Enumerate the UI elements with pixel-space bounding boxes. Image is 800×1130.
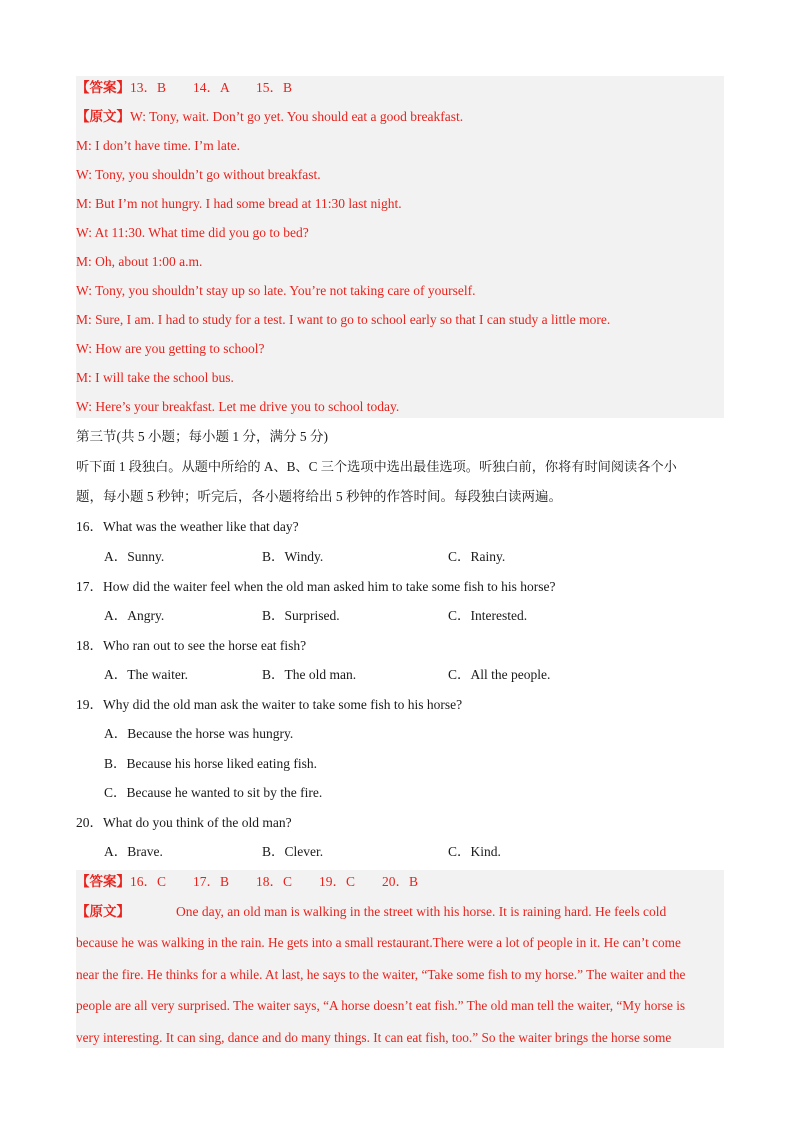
option-b: B．Surprised. xyxy=(262,608,340,623)
option-a: A．Brave. xyxy=(104,844,163,859)
transcript-line: M: Oh, about 1:00 a.m. xyxy=(76,254,203,269)
transcript-line: M: Sure, I am. I had to study for a test. I want to go to school early so that I can study a little more. xyxy=(76,312,611,327)
option-a: A．The waiter. xyxy=(104,667,188,682)
answer-tag: 【答案】 xyxy=(76,80,130,95)
transcript-line: W: How are you getting to school? xyxy=(76,341,265,356)
instructions-line: 题，每小题 5 秒钟；听完后，各小题将给出 5 秒钟的作答时间。每段独白读两遍。 xyxy=(76,489,562,504)
answer-tag: 【答案】 xyxy=(76,874,130,889)
transcript-line: people are all very surprised. The waiter says, “A horse doesn’t eat fish.” The old man tell the waiter, “My horse is xyxy=(76,998,686,1013)
answer-line-16-20 xyxy=(76,873,418,891)
section-heading: 第三节(共 5 小题；每小题 1 分，满分 5 分) xyxy=(76,429,328,444)
transcript-line: because he was walking in the rain. He gets into a small restaurant.There were a lot of people in it. He can’t come xyxy=(76,935,681,950)
transcript-line: very interesting. It can sing, dance and do many things. It can eat fish, too.” So the waiter brings the horse some xyxy=(76,1030,672,1045)
option-c: C．Interested. xyxy=(448,608,528,623)
transcript-line: near the fire. He thinks for a while. At last, he says to the waiter, “Take some fish to my horse.” The waiter and the xyxy=(76,967,686,982)
answer-text: 13．B 14．A 15．B xyxy=(130,80,293,95)
instructions-line: 听下面 1 段独白。从题中所给的 A、B、C 三个选项中选出最佳选项。听独白前，你将有时间阅读各个小 xyxy=(76,459,677,474)
transcript-line: M: But I’m not hungry. I had some bread at 11:30 last night. xyxy=(76,196,402,211)
transcript-line: 【原文】W: Tony, wait. Don’t go yet. You should eat a good breakfast. xyxy=(76,109,464,124)
question-20: 20．What do you think of the old man? xyxy=(76,815,292,830)
option-a: A．Sunny. xyxy=(104,549,165,564)
option-c: C．All the people. xyxy=(448,667,551,682)
option-b: B．Windy. xyxy=(262,549,324,564)
transcript-line: W: Tony, you shouldn’t go without breakfast. xyxy=(76,167,321,182)
option-a: A．Angry. xyxy=(104,608,165,623)
transcript-line: W: Tony, you shouldn’t stay up so late. You’re not taking care of yourself. xyxy=(76,283,476,298)
transcript-line: M: I will take the school bus. xyxy=(76,370,234,385)
option-b: B．The old man. xyxy=(262,667,357,682)
transcript-tag: 【原文】 xyxy=(76,109,130,124)
answer-block-13-15 xyxy=(76,76,724,418)
option-c: C．Because he wanted to sit by the fire. xyxy=(104,785,323,800)
transcript-line: W: Here’s your breakfast. Let me drive you to school today. xyxy=(76,399,400,414)
question-16: 16．What was the weather like that day? xyxy=(76,519,299,534)
transcript-line: M: I don’t have time. I’m late. xyxy=(76,138,240,153)
transcript-line: W: At 11:30. What time did you go to bed? xyxy=(76,225,309,240)
answer-line-13-15 xyxy=(76,79,292,97)
question-18: 18．Who ran out to see the horse eat fish? xyxy=(76,638,307,653)
question-17: 17．How did the waiter feel when the old man asked him to take some fish to his horse? xyxy=(76,579,556,594)
transcript-tag: 【原文】 xyxy=(76,904,130,919)
option-c: C．Kind. xyxy=(448,844,501,859)
question-19: 19．Why did the old man ask the waiter to take some fish to his horse? xyxy=(76,697,463,712)
option-b: B．Because his horse liked eating fish. xyxy=(104,756,317,771)
option-a: A．Because the horse was hungry. xyxy=(104,726,294,741)
option-c: C．Rainy. xyxy=(448,549,506,564)
answer-block-16-20 xyxy=(76,870,724,1048)
transcript-line: 【原文】 One day, an old man is walking in the street with his horse. It is raining hard. He feels cold xyxy=(76,904,667,919)
option-b: B．Clever. xyxy=(262,844,324,859)
answer-text: 16．C 17．B 18．C 19．C 20．B xyxy=(130,874,419,889)
